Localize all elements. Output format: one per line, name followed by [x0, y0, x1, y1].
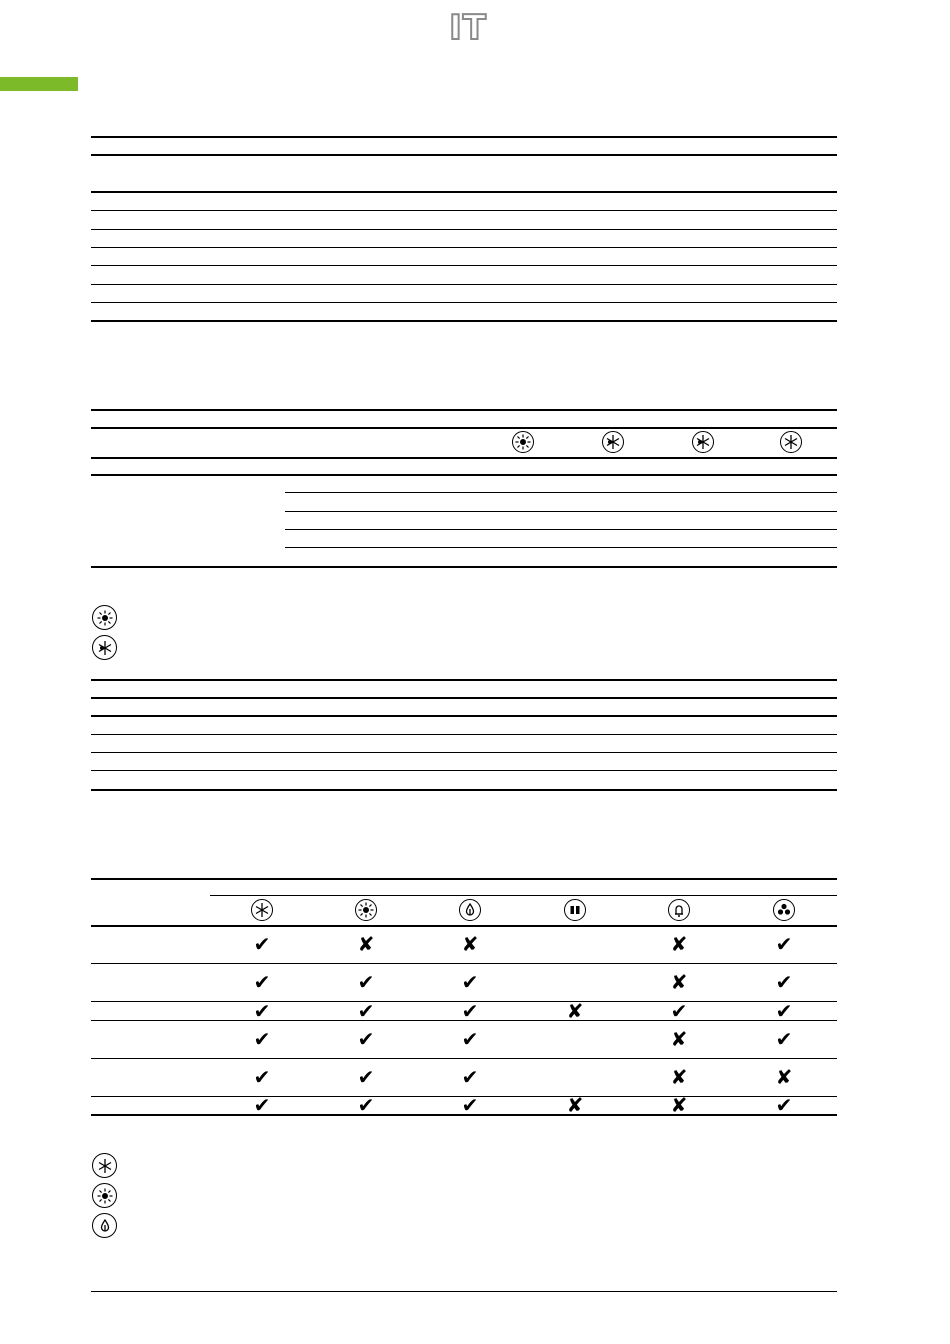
check-mark: ✔	[461, 1093, 479, 1117]
check-mark: ✔	[461, 970, 479, 994]
cross-mark: ✘	[357, 932, 375, 956]
check-mark: ✔	[461, 1065, 479, 1089]
sun-snow-icon	[602, 431, 624, 453]
check-mark: ✔	[253, 1027, 271, 1051]
check-mark: ✔	[461, 1027, 479, 1051]
check-mark: ✔	[357, 999, 375, 1023]
check-mark: ✔	[253, 1065, 271, 1089]
snowflake-icon	[251, 899, 273, 921]
water-drop-icon	[459, 899, 481, 921]
check-mark: ✔	[253, 932, 271, 956]
check-mark: ✔	[357, 970, 375, 994]
section-tab-marker	[0, 77, 78, 91]
check-mark: ✔	[357, 1093, 375, 1117]
sun-icon	[92, 605, 117, 630]
snowflake-icon	[92, 1153, 117, 1178]
snowflake-icon	[780, 431, 802, 453]
check-mark: ✔	[775, 999, 793, 1023]
check-mark: ✔	[357, 1065, 375, 1089]
check-mark: ✔	[253, 970, 271, 994]
check-mark: ✔	[775, 1093, 793, 1117]
cross-mark: ✘	[461, 932, 479, 956]
check-mark: ✔	[461, 999, 479, 1023]
cross-mark: ✘	[670, 1027, 688, 1051]
language-badge: IT	[449, 8, 487, 48]
cross-mark: ✘	[566, 1093, 584, 1117]
cross-mark: ✘	[775, 1065, 793, 1089]
sun-snow-icon	[692, 431, 714, 453]
check-mark: ✔	[775, 932, 793, 956]
sun-icon	[355, 899, 377, 921]
cross-mark: ✘	[670, 932, 688, 956]
sun-snow-icon	[92, 635, 117, 660]
check-mark: ✔	[775, 970, 793, 994]
cross-mark: ✘	[670, 970, 688, 994]
fan-icon	[773, 899, 795, 921]
cross-mark: ✘	[670, 1065, 688, 1089]
cross-mark: ✘	[566, 999, 584, 1023]
pause-icon	[564, 899, 586, 921]
check-mark: ✔	[357, 1027, 375, 1051]
water-drop-icon	[92, 1213, 117, 1238]
check-mark: ✔	[775, 1027, 793, 1051]
cross-mark: ✘	[670, 1093, 688, 1117]
footer-rule	[91, 1291, 837, 1292]
sun-icon	[512, 431, 534, 453]
bell-icon	[668, 899, 690, 921]
check-mark: ✔	[253, 999, 271, 1023]
check-mark: ✔	[253, 1093, 271, 1117]
sun-icon	[92, 1183, 117, 1208]
check-mark: ✔	[670, 999, 688, 1023]
